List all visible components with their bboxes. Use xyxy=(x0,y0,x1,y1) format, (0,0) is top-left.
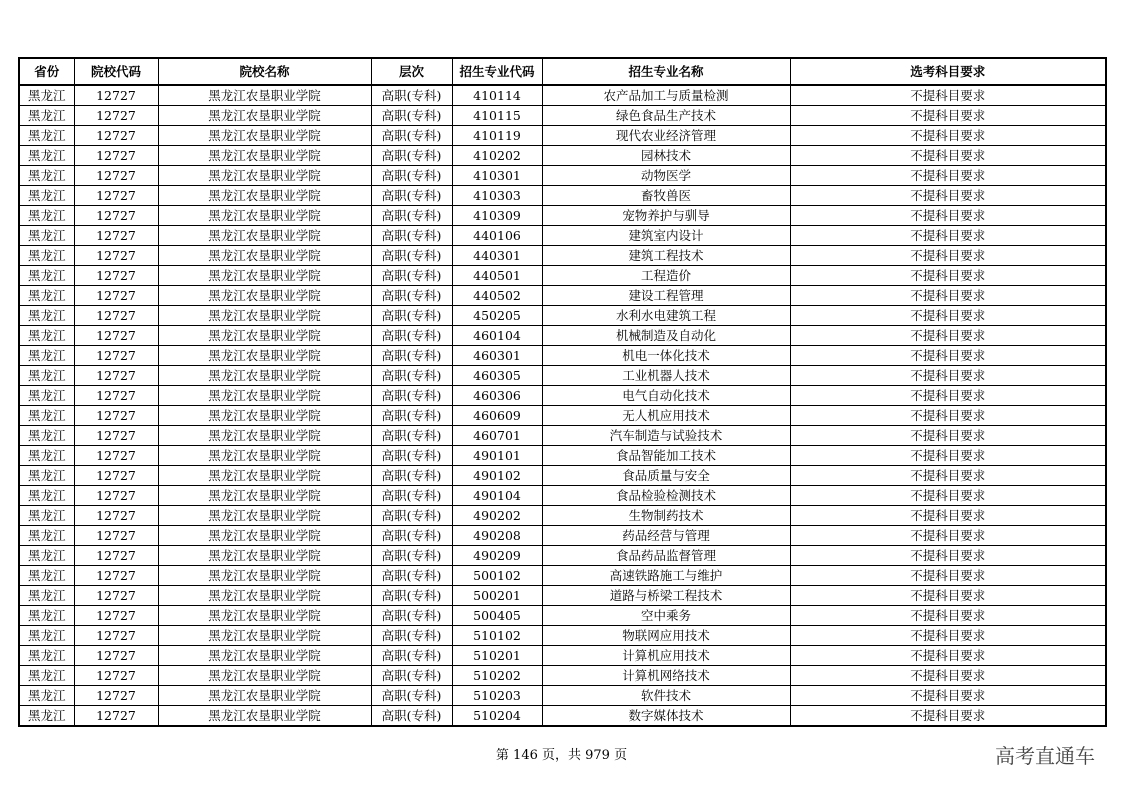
cell-school-name: 黑龙江农垦职业学院 xyxy=(158,586,371,606)
cell-level: 高职(专科) xyxy=(371,546,452,566)
cell-school-code: 12727 xyxy=(74,246,158,266)
cell-subject-requirement: 不提科目要求 xyxy=(790,85,1106,106)
cell-major-code: 510203 xyxy=(452,686,542,706)
cell-major-code: 410202 xyxy=(452,146,542,166)
cell-major-name: 现代农业经济管理 xyxy=(542,126,790,146)
cell-major-code: 410115 xyxy=(452,106,542,126)
cell-subject-requirement: 不提科目要求 xyxy=(790,526,1106,546)
cell-subject-requirement: 不提科目要求 xyxy=(790,246,1106,266)
cell-major-name: 建筑室内设计 xyxy=(542,226,790,246)
cell-school-code: 12727 xyxy=(74,186,158,206)
cell-major-name: 工程造价 xyxy=(542,266,790,286)
cell-school-code: 12727 xyxy=(74,526,158,546)
cell-subject-requirement: 不提科目要求 xyxy=(790,546,1106,566)
cell-level: 高职(专科) xyxy=(371,186,452,206)
cell-school-name: 黑龙江农垦职业学院 xyxy=(158,226,371,246)
cell-major-code: 510102 xyxy=(452,626,542,646)
cell-province: 黑龙江 xyxy=(19,206,74,226)
cell-major-name: 无人机应用技术 xyxy=(542,406,790,426)
table-row xyxy=(19,486,1106,506)
cell-subject-requirement: 不提科目要求 xyxy=(790,646,1106,666)
cell-level: 高职(专科) xyxy=(371,386,452,406)
cell-major-name: 空中乘务 xyxy=(542,606,790,626)
cell-school-code: 12727 xyxy=(74,546,158,566)
cell-major-code: 440501 xyxy=(452,266,542,286)
cell-province: 黑龙江 xyxy=(19,666,74,686)
cell-province: 黑龙江 xyxy=(19,286,74,306)
cell-school-code: 12727 xyxy=(74,206,158,226)
cell-major-name: 高速铁路施工与维护 xyxy=(542,566,790,586)
cell-major-code: 440502 xyxy=(452,286,542,306)
cell-subject-requirement: 不提科目要求 xyxy=(790,386,1106,406)
cell-major-name: 食品智能加工技术 xyxy=(542,446,790,466)
cell-province: 黑龙江 xyxy=(19,586,74,606)
cell-level: 高职(专科) xyxy=(371,646,452,666)
cell-major-code: 460104 xyxy=(452,326,542,346)
cell-major-name: 软件技术 xyxy=(542,686,790,706)
cell-school-code: 12727 xyxy=(74,366,158,386)
cell-school-name: 黑龙江农垦职业学院 xyxy=(158,506,371,526)
cell-school-name: 黑龙江农垦职业学院 xyxy=(158,286,371,306)
cell-school-name: 黑龙江农垦职业学院 xyxy=(158,606,371,626)
cell-school-code: 12727 xyxy=(74,506,158,526)
cell-school-name: 黑龙江农垦职业学院 xyxy=(158,486,371,506)
cell-subject-requirement: 不提科目要求 xyxy=(790,346,1106,366)
cell-major-name: 生物制药技术 xyxy=(542,506,790,526)
cell-major-code: 510204 xyxy=(452,706,542,727)
cell-level: 高职(专科) xyxy=(371,686,452,706)
cell-level: 高职(专科) xyxy=(371,126,452,146)
cell-school-code: 12727 xyxy=(74,166,158,186)
cell-subject-requirement: 不提科目要求 xyxy=(790,186,1106,206)
cell-level: 高职(专科) xyxy=(371,366,452,386)
table-row xyxy=(19,366,1106,386)
table-row xyxy=(19,226,1106,246)
cell-province: 黑龙江 xyxy=(19,366,74,386)
cell-level: 高职(专科) xyxy=(371,446,452,466)
cell-province: 黑龙江 xyxy=(19,266,74,286)
cell-level: 高职(专科) xyxy=(371,606,452,626)
cell-major-name: 物联网应用技术 xyxy=(542,626,790,646)
cell-major-name: 食品检验检测技术 xyxy=(542,486,790,506)
cell-school-name: 黑龙江农垦职业学院 xyxy=(158,126,371,146)
cell-province: 黑龙江 xyxy=(19,506,74,526)
cell-school-code: 12727 xyxy=(74,446,158,466)
cell-level: 高职(专科) xyxy=(371,486,452,506)
cell-province: 黑龙江 xyxy=(19,626,74,646)
cell-school-code: 12727 xyxy=(74,686,158,706)
cell-school-name: 黑龙江农垦职业学院 xyxy=(158,186,371,206)
cell-major-code: 500405 xyxy=(452,606,542,626)
table-row xyxy=(19,426,1106,446)
cell-level: 高职(专科) xyxy=(371,226,452,246)
table-row xyxy=(19,546,1106,566)
cell-school-code: 12727 xyxy=(74,266,158,286)
cell-major-code: 450205 xyxy=(452,306,542,326)
cell-school-name: 黑龙江农垦职业学院 xyxy=(158,306,371,326)
table-row xyxy=(19,326,1106,346)
cell-level: 高职(专科) xyxy=(371,326,452,346)
table-row xyxy=(19,386,1106,406)
cell-level: 高职(专科) xyxy=(371,246,452,266)
cell-school-code: 12727 xyxy=(74,306,158,326)
cell-major-code: 410301 xyxy=(452,166,542,186)
cell-school-name: 黑龙江农垦职业学院 xyxy=(158,146,371,166)
cell-major-name: 建设工程管理 xyxy=(542,286,790,306)
cell-school-name: 黑龙江农垦职业学院 xyxy=(158,406,371,426)
cell-province: 黑龙江 xyxy=(19,386,74,406)
cell-subject-requirement: 不提科目要求 xyxy=(790,206,1106,226)
header-row xyxy=(19,58,1106,85)
cell-level: 高职(专科) xyxy=(371,266,452,286)
cell-school-code: 12727 xyxy=(74,606,158,626)
cell-school-name: 黑龙江农垦职业学院 xyxy=(158,686,371,706)
cell-subject-requirement: 不提科目要求 xyxy=(790,606,1106,626)
cell-major-name: 绿色食品生产技术 xyxy=(542,106,790,126)
cell-school-code: 12727 xyxy=(74,326,158,346)
cell-school-name: 黑龙江农垦职业学院 xyxy=(158,426,371,446)
cell-school-name: 黑龙江农垦职业学院 xyxy=(158,346,371,366)
cell-province: 黑龙江 xyxy=(19,226,74,246)
cell-subject-requirement: 不提科目要求 xyxy=(790,166,1106,186)
cell-province: 黑龙江 xyxy=(19,646,74,666)
cell-province: 黑龙江 xyxy=(19,326,74,346)
cell-school-code: 12727 xyxy=(74,85,158,106)
cell-subject-requirement: 不提科目要求 xyxy=(790,266,1106,286)
table-row xyxy=(19,566,1106,586)
cell-school-name: 黑龙江农垦职业学院 xyxy=(158,706,371,727)
cell-school-name: 黑龙江农垦职业学院 xyxy=(158,526,371,546)
page-number: 第 146 页，共 979 页 xyxy=(495,748,628,763)
cell-level: 高职(专科) xyxy=(371,146,452,166)
cell-major-name: 计算机应用技术 xyxy=(542,646,790,666)
cell-major-code: 490102 xyxy=(452,466,542,486)
cell-level: 高职(专科) xyxy=(371,85,452,106)
cell-province: 黑龙江 xyxy=(19,466,74,486)
cell-province: 黑龙江 xyxy=(19,246,74,266)
cell-province: 黑龙江 xyxy=(19,346,74,366)
cell-level: 高职(专科) xyxy=(371,406,452,426)
cell-subject-requirement: 不提科目要求 xyxy=(790,426,1106,446)
cell-school-name: 黑龙江农垦职业学院 xyxy=(158,646,371,666)
cell-major-code: 410309 xyxy=(452,206,542,226)
cell-province: 黑龙江 xyxy=(19,406,74,426)
table-row xyxy=(19,126,1106,146)
table-row xyxy=(19,686,1106,706)
cell-level: 高职(专科) xyxy=(371,626,452,646)
cell-province: 黑龙江 xyxy=(19,546,74,566)
cell-province: 黑龙江 xyxy=(19,446,74,466)
table-row xyxy=(19,626,1106,646)
cell-school-code: 12727 xyxy=(74,226,158,246)
cell-level: 高职(专科) xyxy=(371,506,452,526)
cell-major-name: 机电一体化技术 xyxy=(542,346,790,366)
cell-school-name: 黑龙江农垦职业学院 xyxy=(158,626,371,646)
cell-subject-requirement: 不提科目要求 xyxy=(790,626,1106,646)
cell-major-name: 汽车制造与试验技术 xyxy=(542,426,790,446)
cell-major-code: 410119 xyxy=(452,126,542,146)
header-subject-requirement: 选考科目要求 xyxy=(790,58,1106,85)
cell-school-name: 黑龙江农垦职业学院 xyxy=(158,666,371,686)
cell-major-code: 490208 xyxy=(452,526,542,546)
cell-subject-requirement: 不提科目要求 xyxy=(790,106,1106,126)
cell-school-code: 12727 xyxy=(74,666,158,686)
cell-level: 高职(专科) xyxy=(371,666,452,686)
cell-school-name: 黑龙江农垦职业学院 xyxy=(158,466,371,486)
cell-subject-requirement: 不提科目要求 xyxy=(790,566,1106,586)
cell-province: 黑龙江 xyxy=(19,686,74,706)
table-row xyxy=(19,706,1106,727)
cell-major-name: 宠物养护与驯导 xyxy=(542,206,790,226)
cell-province: 黑龙江 xyxy=(19,126,74,146)
cell-major-code: 460301 xyxy=(452,346,542,366)
cell-major-code: 460609 xyxy=(452,406,542,426)
cell-major-code: 460306 xyxy=(452,386,542,406)
cell-major-code: 500201 xyxy=(452,586,542,606)
cell-major-name: 食品药品监督管理 xyxy=(542,546,790,566)
watermark-logo: 高考直通车 xyxy=(995,744,1095,768)
cell-subject-requirement: 不提科目要求 xyxy=(790,406,1106,426)
cell-school-code: 12727 xyxy=(74,406,158,426)
cell-major-name: 电气自动化技术 xyxy=(542,386,790,406)
cell-school-code: 12727 xyxy=(74,486,158,506)
header-major-name: 招生专业名称 xyxy=(542,58,790,85)
cell-level: 高职(专科) xyxy=(371,706,452,727)
header-level: 层次 xyxy=(371,58,452,85)
cell-subject-requirement: 不提科目要求 xyxy=(790,306,1106,326)
cell-school-name: 黑龙江农垦职业学院 xyxy=(158,446,371,466)
cell-school-code: 12727 xyxy=(74,466,158,486)
cell-level: 高职(专科) xyxy=(371,206,452,226)
cell-school-name: 黑龙江农垦职业学院 xyxy=(158,366,371,386)
cell-subject-requirement: 不提科目要求 xyxy=(790,366,1106,386)
cell-subject-requirement: 不提科目要求 xyxy=(790,506,1106,526)
cell-level: 高职(专科) xyxy=(371,466,452,486)
cell-school-code: 12727 xyxy=(74,126,158,146)
cell-province: 黑龙江 xyxy=(19,426,74,446)
table-row xyxy=(19,186,1106,206)
cell-major-code: 490104 xyxy=(452,486,542,506)
enrollment-table xyxy=(18,57,1107,727)
cell-subject-requirement: 不提科目要求 xyxy=(790,586,1106,606)
cell-school-name: 黑龙江农垦职业学院 xyxy=(158,85,371,106)
cell-province: 黑龙江 xyxy=(19,486,74,506)
table-row xyxy=(19,346,1106,366)
table-row xyxy=(19,646,1106,666)
cell-school-code: 12727 xyxy=(74,286,158,306)
cell-subject-requirement: 不提科目要求 xyxy=(790,326,1106,346)
table-row xyxy=(19,586,1106,606)
table-row xyxy=(19,466,1106,486)
cell-major-name: 计算机网络技术 xyxy=(542,666,790,686)
cell-subject-requirement: 不提科目要求 xyxy=(790,466,1106,486)
cell-major-name: 数字媒体技术 xyxy=(542,706,790,727)
cell-major-name: 建筑工程技术 xyxy=(542,246,790,266)
cell-subject-requirement: 不提科目要求 xyxy=(790,286,1106,306)
cell-major-code: 510202 xyxy=(452,666,542,686)
cell-major-name: 道路与桥梁工程技术 xyxy=(542,586,790,606)
cell-school-name: 黑龙江农垦职业学院 xyxy=(158,326,371,346)
cell-major-name: 食品质量与安全 xyxy=(542,466,790,486)
table-body xyxy=(19,85,1106,726)
table-row xyxy=(19,666,1106,686)
cell-subject-requirement: 不提科目要求 xyxy=(790,686,1106,706)
cell-level: 高职(专科) xyxy=(371,286,452,306)
cell-school-code: 12727 xyxy=(74,706,158,727)
table-row xyxy=(19,146,1106,166)
cell-province: 黑龙江 xyxy=(19,566,74,586)
cell-major-name: 药品经营与管理 xyxy=(542,526,790,546)
cell-province: 黑龙江 xyxy=(19,706,74,727)
table-row xyxy=(19,106,1106,126)
header-province: 省份 xyxy=(19,58,74,85)
cell-subject-requirement: 不提科目要求 xyxy=(790,706,1106,727)
cell-level: 高职(专科) xyxy=(371,566,452,586)
table-row xyxy=(19,506,1106,526)
cell-school-code: 12727 xyxy=(74,146,158,166)
table-row xyxy=(19,286,1106,306)
cell-subject-requirement: 不提科目要求 xyxy=(790,446,1106,466)
cell-level: 高职(专科) xyxy=(371,166,452,186)
cell-school-code: 12727 xyxy=(74,646,158,666)
table-row xyxy=(19,606,1106,626)
cell-level: 高职(专科) xyxy=(371,586,452,606)
cell-major-name: 农产品加工与质量检测 xyxy=(542,85,790,106)
cell-province: 黑龙江 xyxy=(19,606,74,626)
cell-school-name: 黑龙江农垦职业学院 xyxy=(158,106,371,126)
cell-major-code: 410114 xyxy=(452,85,542,106)
table-row xyxy=(19,406,1106,426)
cell-school-code: 12727 xyxy=(74,586,158,606)
table-row xyxy=(19,306,1106,326)
cell-major-code: 490209 xyxy=(452,546,542,566)
cell-subject-requirement: 不提科目要求 xyxy=(790,146,1106,166)
cell-school-code: 12727 xyxy=(74,386,158,406)
cell-major-code: 440106 xyxy=(452,226,542,246)
table-row xyxy=(19,246,1106,266)
cell-major-code: 460701 xyxy=(452,426,542,446)
table-row xyxy=(19,166,1106,186)
table-row xyxy=(19,206,1106,226)
cell-subject-requirement: 不提科目要求 xyxy=(790,126,1106,146)
cell-level: 高职(专科) xyxy=(371,346,452,366)
cell-major-name: 机械制造及自动化 xyxy=(542,326,790,346)
cell-level: 高职(专科) xyxy=(371,106,452,126)
cell-school-code: 12727 xyxy=(74,566,158,586)
header-school-code: 院校代码 xyxy=(74,58,158,85)
cell-major-name: 畜牧兽医 xyxy=(542,186,790,206)
cell-level: 高职(专科) xyxy=(371,426,452,446)
cell-school-name: 黑龙江农垦职业学院 xyxy=(158,546,371,566)
cell-major-code: 460305 xyxy=(452,366,542,386)
cell-school-code: 12727 xyxy=(74,626,158,646)
cell-subject-requirement: 不提科目要求 xyxy=(790,486,1106,506)
cell-major-name: 园林技术 xyxy=(542,146,790,166)
cell-province: 黑龙江 xyxy=(19,186,74,206)
cell-level: 高职(专科) xyxy=(371,526,452,546)
cell-major-code: 440301 xyxy=(452,246,542,266)
cell-major-code: 510201 xyxy=(452,646,542,666)
cell-major-name: 工业机器人技术 xyxy=(542,366,790,386)
cell-major-code: 490101 xyxy=(452,446,542,466)
header-school-name: 院校名称 xyxy=(158,58,371,85)
cell-major-name: 水利水电建筑工程 xyxy=(542,306,790,326)
cell-school-code: 12727 xyxy=(74,346,158,366)
cell-province: 黑龙江 xyxy=(19,85,74,106)
header-major-code: 招生专业代码 xyxy=(452,58,542,85)
cell-major-code: 410303 xyxy=(452,186,542,206)
cell-subject-requirement: 不提科目要求 xyxy=(790,666,1106,686)
cell-subject-requirement: 不提科目要求 xyxy=(790,226,1106,246)
cell-school-code: 12727 xyxy=(74,106,158,126)
cell-school-code: 12727 xyxy=(74,426,158,446)
cell-major-name: 动物医学 xyxy=(542,166,790,186)
table-row xyxy=(19,85,1106,106)
cell-school-name: 黑龙江农垦职业学院 xyxy=(158,206,371,226)
cell-province: 黑龙江 xyxy=(19,166,74,186)
cell-province: 黑龙江 xyxy=(19,306,74,326)
cell-province: 黑龙江 xyxy=(19,526,74,546)
cell-major-code: 490202 xyxy=(452,506,542,526)
cell-province: 黑龙江 xyxy=(19,146,74,166)
cell-school-name: 黑龙江农垦职业学院 xyxy=(158,246,371,266)
table-row xyxy=(19,266,1106,286)
cell-province: 黑龙江 xyxy=(19,106,74,126)
cell-school-name: 黑龙江农垦职业学院 xyxy=(158,166,371,186)
cell-major-code: 500102 xyxy=(452,566,542,586)
cell-school-name: 黑龙江农垦职业学院 xyxy=(158,266,371,286)
cell-school-name: 黑龙江农垦职业学院 xyxy=(158,386,371,406)
cell-level: 高职(专科) xyxy=(371,306,452,326)
table-row xyxy=(19,446,1106,466)
table-header xyxy=(19,58,1106,85)
table-row xyxy=(19,526,1106,546)
cell-school-name: 黑龙江农垦职业学院 xyxy=(158,566,371,586)
